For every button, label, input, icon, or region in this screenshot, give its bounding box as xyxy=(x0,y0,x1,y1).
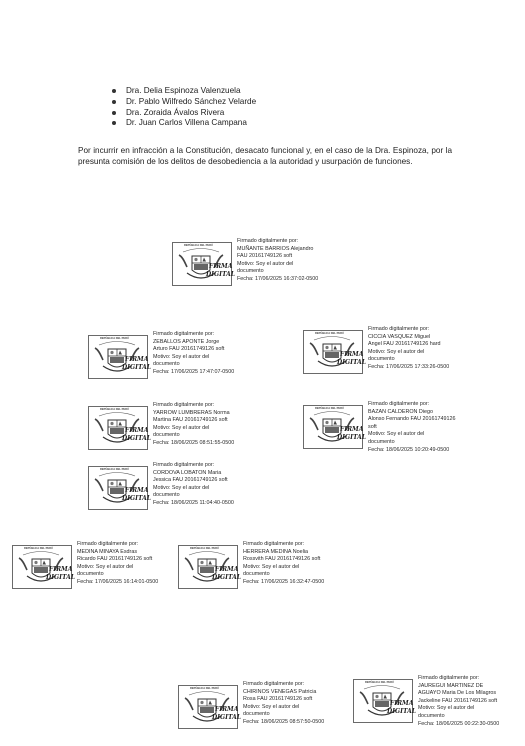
seal-label-digital: DIGITAL xyxy=(46,574,75,581)
seal-label-firma: FIRMA xyxy=(125,487,149,494)
signature-line: Firmado digitalmente por: xyxy=(77,541,139,547)
signature-line: Motivo: Soy el autor del xyxy=(368,348,425,355)
seal-top-text: REPÚBLICA DEL PERÚ xyxy=(184,244,213,247)
signature-block xyxy=(88,331,258,383)
signature-line: Motivo: Soy el autor del xyxy=(153,424,210,431)
signature-line: Fecha: 18/06/2025 08:57:50-0500 xyxy=(243,718,325,725)
firma-digital-seal xyxy=(172,242,235,286)
seal-top-text: REPÚBLICA DEL PERÚ xyxy=(100,408,129,411)
firma-digital-seal xyxy=(88,406,151,450)
signature-line: HERRERA MEDINA Noelia xyxy=(243,548,309,555)
signature-line: Fecha: 18/06/2025 10:20:49-0500 xyxy=(368,446,450,453)
seal-label-firma: FIRMA xyxy=(390,700,414,707)
signature-text xyxy=(77,541,182,587)
signature-line: documento xyxy=(153,432,180,439)
signature-line: Firmado digitalmente por: xyxy=(418,675,480,681)
signature-line: Fecha: 18/06/2025 00:22:30-0500 xyxy=(418,720,500,727)
signature-line: Firmado digitalmente por: xyxy=(243,681,305,687)
signature-line: Rossvith FAU 20161749126 soft xyxy=(243,556,321,563)
paragraph-line: usurpación de funciones. xyxy=(321,157,413,167)
paragraph-line: Por incurrir en infracción a la Constitución, desacato funcional y, en el caso de la Dra. xyxy=(78,146,391,155)
signature-text xyxy=(153,462,258,508)
signature-line: documento xyxy=(153,492,180,499)
seal-top-text: REPÚBLICA DEL PERÚ xyxy=(365,681,394,684)
signature-line: Ricardo FAU 20161749126 soft xyxy=(77,556,153,563)
signature-line: Motivo: Soy el autor del xyxy=(418,705,475,712)
signature-text xyxy=(418,675,523,728)
signature-block xyxy=(88,402,258,454)
signature-block xyxy=(303,326,473,378)
signature-line: FAU 20161749126 soft xyxy=(237,253,293,260)
firma-digital-seal xyxy=(303,330,366,374)
seal-top-text: REPÚBLICA DEL PERÚ xyxy=(315,332,344,335)
signature-line: documento xyxy=(237,268,264,275)
signature-line: Arturo FAU 20161749126 soft xyxy=(153,346,225,353)
signature-line: documento xyxy=(243,571,270,578)
seal-label-digital: DIGITAL xyxy=(122,495,151,502)
firma-digital-seal xyxy=(88,466,151,510)
seal-label-digital: DIGITAL xyxy=(337,434,366,441)
seal-label-firma: FIRMA xyxy=(215,706,239,713)
signature-line: documento xyxy=(368,438,395,445)
signature-line: Motivo: Soy el autor del xyxy=(237,260,294,267)
signature-line: Angel FAU 20161749126 hard xyxy=(368,341,441,348)
seal-top-text: REPÚBLICA DEL PERÚ xyxy=(24,547,53,550)
seal-label-firma: FIRMA xyxy=(125,356,149,363)
seal-label-firma: FIRMA xyxy=(49,566,73,573)
signature-line: Motivo: Soy el autor del xyxy=(153,484,210,491)
firma-digital-seal xyxy=(353,679,416,723)
seal-label-firma: FIRMA xyxy=(340,426,364,433)
seal-label-digital: DIGITAL xyxy=(206,271,235,278)
signature-line: Fecha: 17/06/2025 16:32:47-0500 xyxy=(243,578,325,585)
signature-line: Alonso Fernando FAU 20161749126 xyxy=(368,416,456,423)
signature-line: Motivo: Soy el autor del xyxy=(243,563,300,570)
signature-line: Rosa FAU 20161749126 soft xyxy=(243,696,313,703)
signature-line: CHIRINOS VENEGAS Patricia xyxy=(243,688,317,695)
signature-line: Firmado digitalmente por: xyxy=(243,541,305,547)
seal-top-text: REPÚBLICA DEL PERÚ xyxy=(100,337,129,340)
list-item: Dra. Zoraida Ávalos Rivera xyxy=(110,108,256,119)
names-list xyxy=(110,86,256,129)
signature-block xyxy=(12,541,182,593)
firma-digital-seal xyxy=(12,545,75,589)
signature-block xyxy=(303,401,473,453)
signature-block xyxy=(178,681,348,733)
seal-label-digital: DIGITAL xyxy=(122,364,151,371)
list-item: Dr. Pablo Wilfredo Sánchez Velarde xyxy=(110,97,256,108)
signature-line: Motivo: Soy el autor del xyxy=(77,563,134,570)
signature-line: soft xyxy=(368,423,377,430)
signature-line: Fecha: 18/06/2025 08:51:55-0500 xyxy=(153,439,235,446)
signature-line: Fecha: 17/06/2025 17:47:07-0500 xyxy=(153,368,235,375)
signature-line: BAZAN CALDERON Diego xyxy=(368,408,434,415)
seal-top-text: REPÚBLICA DEL PERÚ xyxy=(315,407,344,410)
signature-line: Firmado digitalmente por: xyxy=(153,402,215,408)
firma-digital-seal xyxy=(178,545,241,589)
seal-label-firma: FIRMA xyxy=(209,263,233,270)
signature-line: Fecha: 17/06/2025 16:14:01-0500 xyxy=(77,578,159,585)
body-paragraph xyxy=(78,145,452,167)
signature-text xyxy=(243,681,348,727)
signature-text xyxy=(368,401,473,454)
seal-label-firma: FIRMA xyxy=(125,427,149,434)
firma-digital-seal xyxy=(178,685,241,729)
signature-text xyxy=(153,331,258,377)
signature-line: YARROW LUMBRERAS Norma xyxy=(153,409,230,416)
signature-line: documento xyxy=(243,711,270,718)
seal-label-digital: DIGITAL xyxy=(387,708,416,715)
seal-label-digital: DIGITAL xyxy=(212,714,241,721)
signature-line: Jackeline FAU 20161749126 soft xyxy=(418,697,498,704)
signature-line: Firmado digitalmente por: xyxy=(368,326,430,332)
seal-label-digital: DIGITAL xyxy=(122,435,151,442)
seal-label-firma: FIRMA xyxy=(340,351,364,358)
signature-line: documento xyxy=(368,356,395,363)
signature-line: documento xyxy=(418,712,445,719)
signature-line: Firmado digitalmente por: xyxy=(368,401,430,407)
list-item: Dra. Delia Espinoza Valenzuela xyxy=(110,86,256,97)
signature-line: CICCIA VASQUEZ Miguel xyxy=(368,333,431,340)
signature-line: Martina FAU 20161749126 soft xyxy=(153,417,228,424)
signature-block xyxy=(353,675,523,727)
seal-label-firma: FIRMA xyxy=(215,566,239,573)
signature-line: Jessica FAU 20161749126 soft xyxy=(153,477,228,484)
signature-block xyxy=(172,238,342,290)
signature-line: AGUAYO Maria De Los Milagros xyxy=(418,690,497,697)
signature-text xyxy=(237,238,342,284)
signature-line: CORDOVA LOBATON Maria xyxy=(153,469,222,476)
seal-top-text: REPÚBLICA DEL PERÚ xyxy=(190,547,219,550)
signature-line: documento xyxy=(77,571,104,578)
signature-line: Firmado digitalmente por: xyxy=(153,462,215,468)
signature-text xyxy=(153,402,258,448)
signature-line: Fecha: 18/06/2025 11:04:40-0500 xyxy=(153,499,234,506)
signature-line: MUÑANTE BARRIOS Alejandro xyxy=(237,245,314,252)
seal-top-text: REPÚBLICA DEL PERÚ xyxy=(100,468,129,471)
seal-label-digital: DIGITAL xyxy=(212,574,241,581)
signature-line: Firmado digitalmente por: xyxy=(153,331,215,337)
signature-line: MEDINA MINAYA Esdras xyxy=(77,548,138,555)
firma-digital-seal xyxy=(88,335,151,379)
list-item: Dr. Juan Carlos Villena Campana xyxy=(110,118,256,129)
signature-line: JAUREGUI MARTINEZ DE xyxy=(418,682,484,689)
signature-line: Motivo: Soy el autor del xyxy=(368,431,425,438)
signature-block xyxy=(88,462,258,514)
signature-block xyxy=(178,541,348,593)
signature-line: Firmado digitalmente por: xyxy=(237,238,299,244)
signature-text xyxy=(243,541,348,587)
signature-line: ZEBALLOS APONTE Jorge xyxy=(153,338,220,345)
seal-top-text: REPÚBLICA DEL PERÚ xyxy=(190,687,219,690)
signature-line: Fecha: 17/06/2025 17:33:26-0500 xyxy=(368,363,450,370)
signature-line: Fecha: 17/06/2025 16:37:02-0500 xyxy=(237,275,319,282)
firma-digital-seal xyxy=(303,405,366,449)
signature-text xyxy=(368,326,473,372)
seal-label-digital: DIGITAL xyxy=(337,359,366,366)
signature-line: Motivo: Soy el autor del xyxy=(243,703,300,710)
paragraph-line: Espinoza, por la presunta comisión de los delitos de desobediencia a la autoridad y xyxy=(78,146,452,167)
signature-line: documento xyxy=(153,361,180,368)
signature-line: Motivo: Soy el autor del xyxy=(153,353,210,360)
